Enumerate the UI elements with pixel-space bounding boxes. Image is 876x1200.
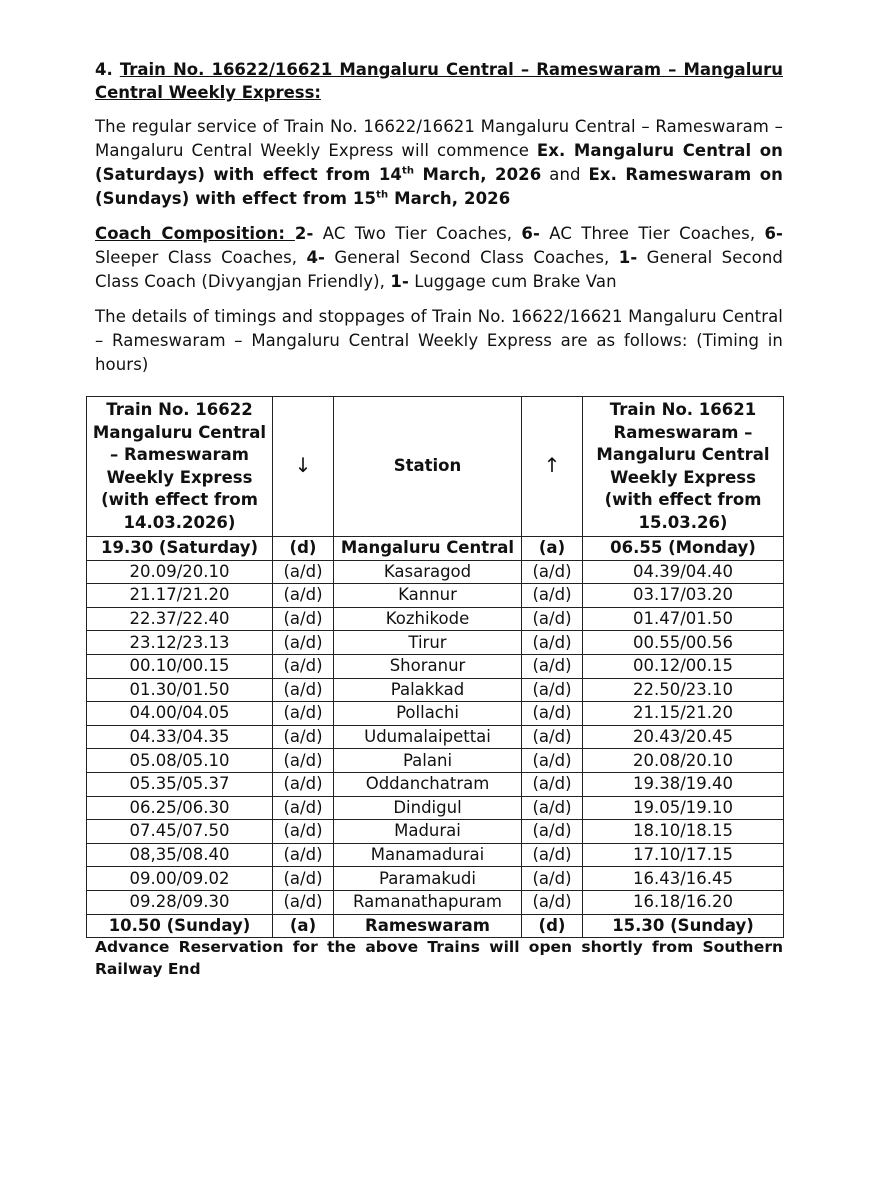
coach-label: Coach Composition: [95, 224, 295, 243]
table-row [87, 867, 784, 891]
table-row [87, 890, 784, 914]
coach-type: General Second Class Coaches, [325, 248, 619, 267]
cell-down-marker: (a/d) [273, 560, 334, 584]
header-train-16622: Train No. 16622 Mangaluru Central – Rameswaram Weekly Express (with effect from 14.03.2026) [87, 397, 273, 537]
cell-down-marker: (a/d) [273, 772, 334, 796]
cell-up-marker: (a/d) [522, 678, 583, 702]
header-train-16621: Train No. 16621 Rameswaram – Mangaluru Central Weekly Express (with effect from 15.03.26) [583, 397, 784, 537]
coach-composition [95, 222, 783, 294]
intro-bold: Ex. Rameswaram on (Sundays) with effect from 15 [95, 165, 783, 208]
details-paragraph: The details of timings and stoppages of Train No. 16622/16621 Mangaluru Central – Rameswaram – Mangaluru Central Weekly Express are as follows: (Timing in hours) [95, 307, 783, 374]
timetable [86, 396, 784, 938]
cell-train-16622-time: 09.28/09.30 [87, 890, 273, 914]
cell-train-16622-time: 09.00/09.02 [87, 867, 273, 891]
advance-reservation-note: Advance Reservation for the above Trains will open shortly from Southern Railway End [95, 938, 783, 978]
cell-train-16621-time: 17.10/17.15 [583, 843, 784, 867]
cell-train-16621-time: 00.12/00.15 [583, 654, 784, 678]
coach-count: 1- [618, 248, 638, 267]
cell-down-marker: (a/d) [273, 702, 334, 726]
cell-station: Palani [334, 749, 522, 773]
cell-train-16621-time: 19.05/19.10 [583, 796, 784, 820]
cell-train-16621-time: 01.47/01.50 [583, 607, 784, 631]
cell-train-16621-time: 20.43/20.45 [583, 725, 784, 749]
cell-station: Manamadurai [334, 843, 522, 867]
cell-train-16622-time: 06.25/06.30 [87, 796, 273, 820]
table-row [87, 537, 784, 561]
cell-up-marker: (a/d) [522, 796, 583, 820]
cell-train-16621-time: 04.39/04.40 [583, 560, 784, 584]
cell-down-marker: (a/d) [273, 749, 334, 773]
table-row [87, 678, 784, 702]
coach-type: Sleeper Class Coaches, [95, 248, 307, 267]
coach-type: AC Three Tier Coaches, [539, 224, 765, 243]
intro-text: and [541, 165, 589, 184]
document-page [95, 58, 783, 388]
coach-count: 2- [294, 224, 314, 243]
cell-station: Shoranur [334, 654, 522, 678]
cell-train-16622-time: 04.00/04.05 [87, 702, 273, 726]
cell-train-16621-time: 16.18/16.20 [583, 890, 784, 914]
up-arrow-icon: ↑ [522, 397, 583, 537]
intro-bold: March, 2026 [414, 165, 542, 184]
cell-station: Kannur [334, 584, 522, 608]
table-row [87, 560, 784, 584]
table-row [87, 914, 784, 938]
section-title: Train No. 16622/16621 Mangaluru Central – Rameswaram – Mangaluru Central Weekly Express: [95, 60, 783, 102]
cell-down-marker: (a/d) [273, 725, 334, 749]
cell-down-marker: (a/d) [273, 890, 334, 914]
cell-train-16621-time: 20.08/20.10 [583, 749, 784, 773]
timetable-body [87, 537, 784, 938]
cell-train-16622-time: 05.35/05.37 [87, 772, 273, 796]
cell-station: Paramakudi [334, 867, 522, 891]
intro-bold: Ex. Mangaluru Central on (Saturdays) with effect from 14 [95, 141, 783, 184]
cell-down-marker: (a/d) [273, 820, 334, 844]
header-station: Station [334, 397, 522, 537]
cell-up-marker: (a) [522, 537, 583, 561]
cell-train-16622-time: 05.08/05.10 [87, 749, 273, 773]
intro-text: The regular service of Train No. 16622/16621 Mangaluru Central – Rameswaram – Mangaluru Central Weekly Express will commence [95, 117, 783, 160]
cell-train-16622-time: 08,35/08.40 [87, 843, 273, 867]
table-row [87, 631, 784, 655]
cell-up-marker: (a/d) [522, 820, 583, 844]
cell-train-16622-time: 10.50 (Sunday) [87, 914, 273, 938]
intro-bold: March, 2026 [388, 189, 511, 208]
cell-train-16622-time: 04.33/04.35 [87, 725, 273, 749]
cell-down-marker: (a/d) [273, 631, 334, 655]
cell-station: Oddanchatram [334, 772, 522, 796]
cell-up-marker: (a/d) [522, 560, 583, 584]
cell-station: Rameswaram [334, 914, 522, 938]
table-row [87, 725, 784, 749]
cell-train-16621-time: 18.10/18.15 [583, 820, 784, 844]
table-row [87, 843, 784, 867]
cell-up-marker: (d) [522, 914, 583, 938]
cell-station: Dindigul [334, 796, 522, 820]
timetable-header [87, 397, 784, 537]
cell-train-16622-time: 21.17/21.20 [87, 584, 273, 608]
cell-down-marker: (a/d) [273, 843, 334, 867]
cell-down-marker: (a/d) [273, 867, 334, 891]
intro-sup: th [401, 165, 415, 177]
cell-up-marker: (a/d) [522, 607, 583, 631]
intro-sup: th [376, 189, 389, 201]
cell-up-marker: (a/d) [522, 843, 583, 867]
coach-type: General Second Class Coach (Divyangjan Friendly), [95, 248, 784, 291]
section-number: 4. [95, 60, 113, 79]
cell-up-marker: (a/d) [522, 631, 583, 655]
cell-train-16622-time: 20.09/20.10 [87, 560, 273, 584]
coach-count: 4- [306, 248, 325, 267]
cell-down-marker: (d) [273, 537, 334, 561]
table-row [87, 654, 784, 678]
cell-station: Kasaragod [334, 560, 522, 584]
table-row [87, 607, 784, 631]
down-arrow-icon: ↓ [273, 397, 334, 537]
cell-station: Kozhikode [334, 607, 522, 631]
cell-down-marker: (a/d) [273, 654, 334, 678]
cell-train-16622-time: 00.10/00.15 [87, 654, 273, 678]
intro-paragraph [95, 115, 783, 211]
cell-up-marker: (a/d) [522, 725, 583, 749]
cell-train-16622-time: 19.30 (Saturday) [87, 537, 273, 561]
table-row [87, 749, 784, 773]
table-row [87, 702, 784, 726]
cell-up-marker: (a/d) [522, 702, 583, 726]
cell-train-16621-time: 21.15/21.20 [583, 702, 784, 726]
coach-count: 6- [521, 224, 540, 243]
cell-train-16621-time: 00.55/00.56 [583, 631, 784, 655]
cell-train-16621-time: 06.55 (Monday) [583, 537, 784, 561]
cell-down-marker: (a) [273, 914, 334, 938]
table-row [87, 796, 784, 820]
cell-station: Udumalaipettai [334, 725, 522, 749]
cell-train-16621-time: 15.30 (Sunday) [583, 914, 784, 938]
cell-up-marker: (a/d) [522, 749, 583, 773]
cell-train-16622-time: 22.37/22.40 [87, 607, 273, 631]
cell-down-marker: (a/d) [273, 607, 334, 631]
cell-train-16621-time: 22.50/23.10 [583, 678, 784, 702]
coach-type: AC Two Tier Coaches, [313, 224, 522, 243]
cell-train-16621-time: 16.43/16.45 [583, 867, 784, 891]
table-row [87, 820, 784, 844]
cell-down-marker: (a/d) [273, 678, 334, 702]
cell-station: Pollachi [334, 702, 522, 726]
coach-type: Luggage cum Brake Van [408, 272, 617, 291]
section-heading [95, 58, 783, 104]
cell-train-16622-time: 01.30/01.50 [87, 678, 273, 702]
table-row [87, 584, 784, 608]
coach-count: 6- [764, 224, 783, 243]
cell-station: Palakkad [334, 678, 522, 702]
cell-up-marker: (a/d) [522, 584, 583, 608]
cell-up-marker: (a/d) [522, 654, 583, 678]
cell-train-16621-time: 03.17/03.20 [583, 584, 784, 608]
cell-up-marker: (a/d) [522, 772, 583, 796]
cell-train-16621-time: 19.38/19.40 [583, 772, 784, 796]
cell-station: Mangaluru Central [334, 537, 522, 561]
cell-down-marker: (a/d) [273, 796, 334, 820]
table-row [87, 772, 784, 796]
cell-train-16622-time: 23.12/23.13 [87, 631, 273, 655]
cell-train-16622-time: 07.45/07.50 [87, 820, 273, 844]
cell-station: Tirur [334, 631, 522, 655]
cell-up-marker: (a/d) [522, 867, 583, 891]
cell-station: Ramanathapuram [334, 890, 522, 914]
cell-down-marker: (a/d) [273, 584, 334, 608]
cell-up-marker: (a/d) [522, 890, 583, 914]
cell-station: Madurai [334, 820, 522, 844]
coach-count: 1- [390, 272, 409, 291]
